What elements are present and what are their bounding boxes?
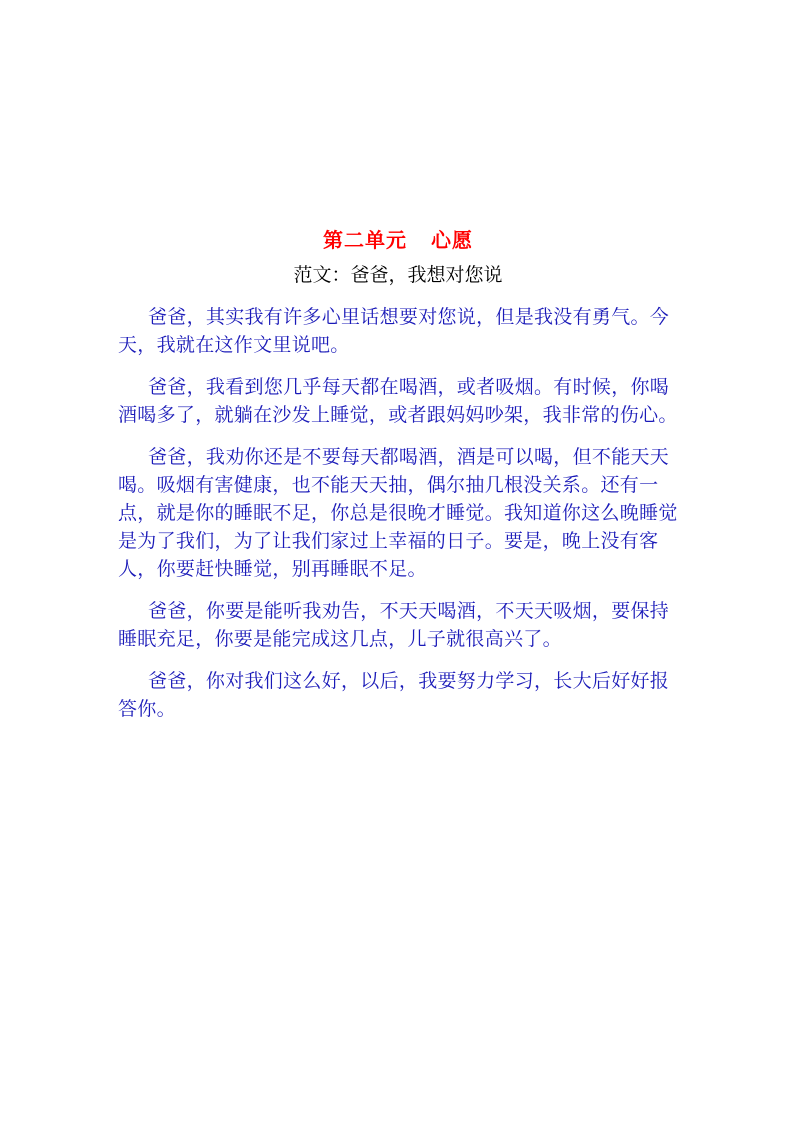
document-page bbox=[118, 225, 678, 737]
unit-title-label: 第二单元 bbox=[323, 228, 407, 252]
essay-paragraph-2: 爸爸，我看到您几乎每天都在喝酒，或者吸烟。有时候，你喝酒喝多了，就躺在沙发上睡觉，或者跟妈妈吵架，我非常的伤心。 bbox=[118, 376, 678, 426]
unit-title bbox=[118, 225, 678, 255]
essay-subtitle: 范文：爸爸，我想对您说 bbox=[293, 264, 503, 286]
essay-paragraph-5: 爸爸，你对我们这么好，以后，我要努力学习，长大后好好报答你。 bbox=[118, 670, 670, 720]
unit-theme-label: 心愿 bbox=[431, 228, 473, 252]
essay-paragraph-4: 爸爸，你要是能听我劝告，不天天喝酒，不天天吸烟，要保持睡眠充足，你要是能完成这几点，儿子就很高兴了。 bbox=[118, 600, 670, 650]
essay-paragraph-3: 爸爸，我劝你还是不要每天都喝酒，酒是可以喝，但不能天天喝。吸烟有害健康，也不能天天抽，偶尔抽几根没关系。还有一点，就是你的睡眠不足，你总是很晚才睡觉。我知道你这么晚睡觉是为了我们，为了让我们家过上幸福的日子。要是，晚上没有客人，你要赶快睡觉，别再睡眠不足。 bbox=[118, 446, 678, 580]
essay-paragraph-1: 爸爸，其实我有许多心里话想要对您说，但是我没有勇气。今天，我就在这作文里说吧。 bbox=[118, 306, 670, 356]
